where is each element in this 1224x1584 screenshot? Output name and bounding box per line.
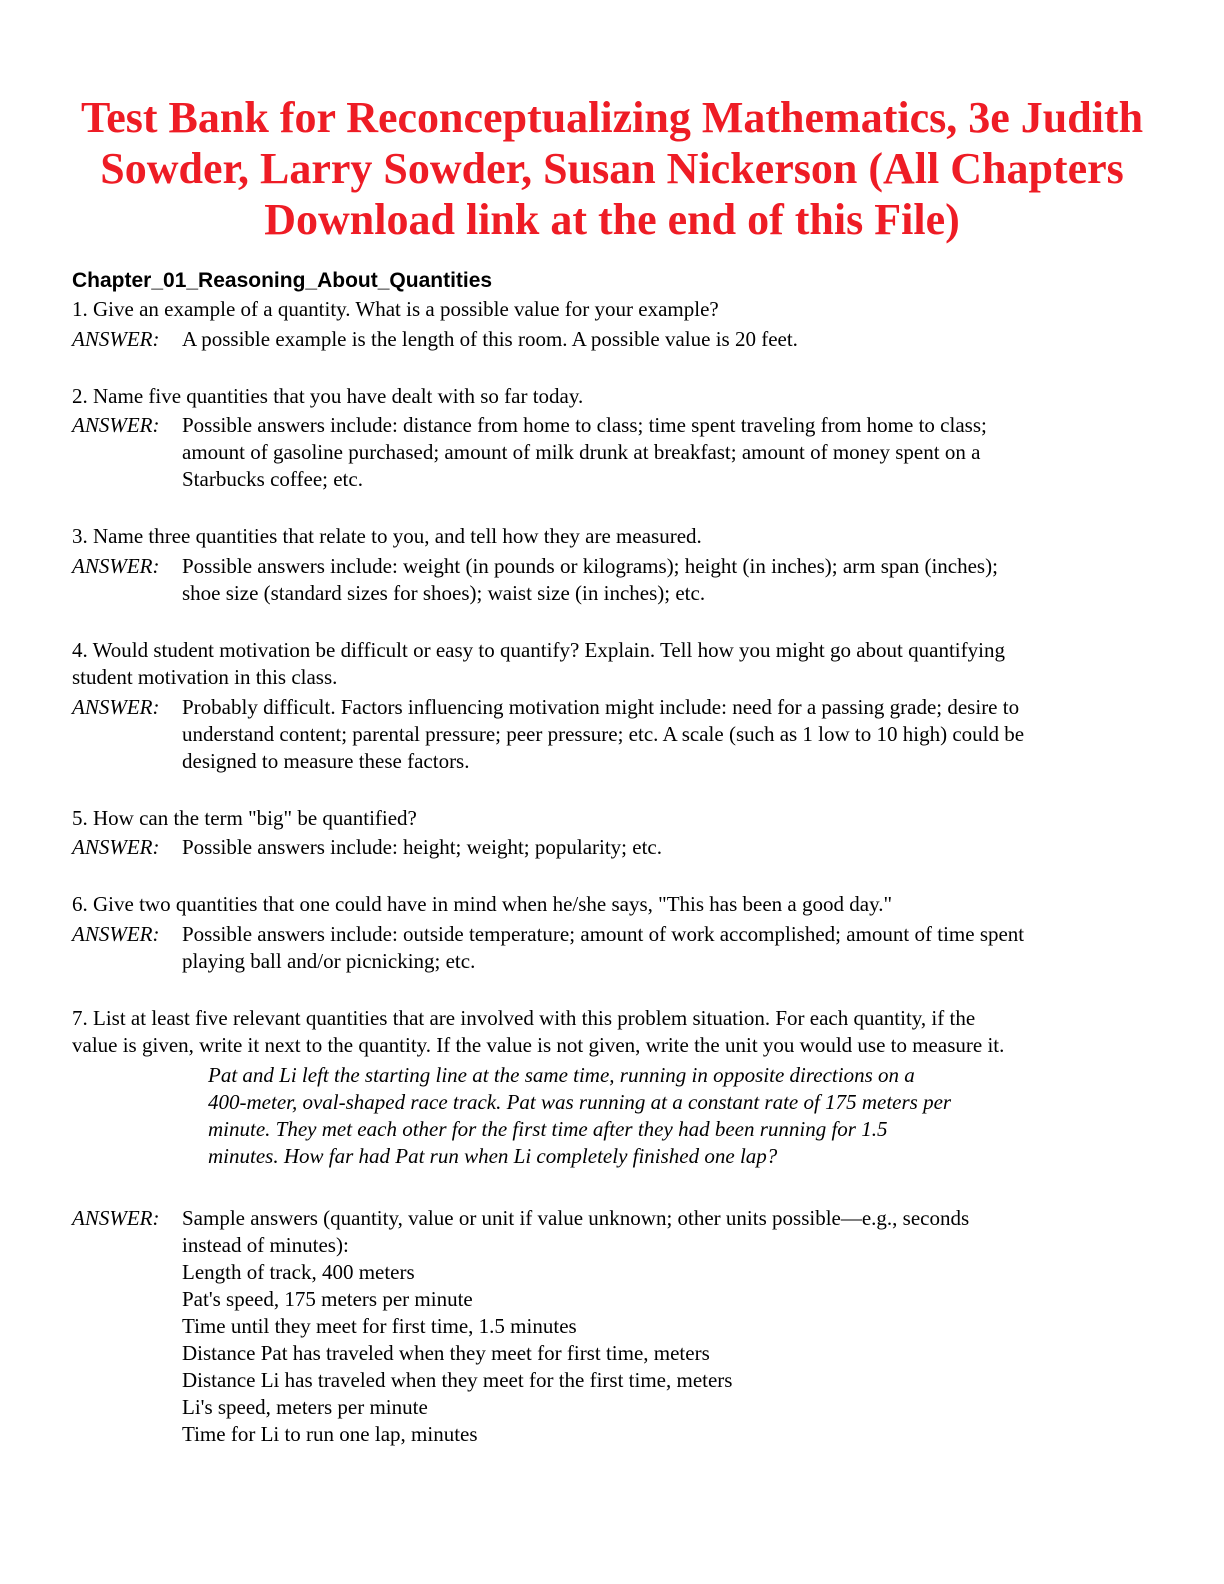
scenario-line: minute. They met each other for the first time after they had been running for 1.5 xyxy=(208,1117,888,1141)
answer-line: Possible answers include: outside temperature; amount of work accomplished; amount of time spent xyxy=(182,922,1025,946)
question-line: 1. Give an example of a quantity. What is a possible value for your example? xyxy=(72,297,719,321)
answer-text xyxy=(182,553,1152,607)
answer-line: shoe size (standard sizes for shoes); waist size (in inches); etc. xyxy=(182,581,706,605)
answer-label: ANSWER: xyxy=(72,327,160,351)
answer-line: Li's speed, meters per minute xyxy=(182,1395,428,1419)
question-line: value is given, write it next to the quantity. If the value is not given, write the unit you would use to measure it. xyxy=(72,1033,1005,1057)
answer-label: ANSWER: xyxy=(72,922,160,946)
answer-line: Pat's speed, 175 meters per minute xyxy=(182,1287,473,1311)
scenario-line: 400-meter, oval-shaped race track. Pat was running at a constant rate of 175 meters per xyxy=(208,1090,952,1114)
question-line: 5. How can the term "big" be quantified? xyxy=(72,806,417,830)
answer-text xyxy=(182,412,1152,493)
answer-text xyxy=(182,326,1152,353)
answer-line: playing ball and/or picnicking; etc. xyxy=(182,949,476,973)
answer-line: Distance Pat has traveled when they meet for first time, meters xyxy=(182,1341,710,1365)
answer-line: amount of gasoline purchased; amount of milk drunk at breakfast; amount of money spent on a xyxy=(182,440,981,464)
answer-text xyxy=(182,834,1152,861)
answer-2 xyxy=(72,412,1152,493)
question-7 xyxy=(72,1005,1152,1059)
answer-line: A possible example is the length of this room. A possible value is 20 feet. xyxy=(182,327,798,351)
question-line: 2. Name five quantities that you have dealt with so far today. xyxy=(72,384,584,408)
answer-line: Possible answers include: weight (in pounds or kilograms); height (in inches); arm span (inches); xyxy=(182,554,998,578)
question-line: 3. Name three quantities that relate to you, and tell how they are measured. xyxy=(72,524,702,548)
question-2 xyxy=(72,383,1152,410)
answer-line: designed to measure these factors. xyxy=(182,749,470,773)
answer-3 xyxy=(72,553,1152,607)
answer-text xyxy=(182,921,1152,975)
answer-line: Probably difficult. Factors influencing motivation might include: need for a passing grade; desire to xyxy=(182,695,1020,719)
answer-line: instead of minutes): xyxy=(182,1233,349,1257)
answer-line: Starbucks coffee; etc. xyxy=(182,467,363,491)
answer-line: Distance Li has traveled when they meet for the first time, meters xyxy=(182,1368,733,1392)
question-line: student motivation in this class. xyxy=(72,665,338,689)
answer-line: Sample answers (quantity, value or unit if value unknown; other units possible—e.g., seconds xyxy=(182,1206,970,1230)
answer-label: ANSWER: xyxy=(72,413,160,437)
answer-1 xyxy=(72,326,1152,353)
answer-5 xyxy=(72,834,1152,861)
question-line: 4. Would student motivation be difficult or easy to quantify? Explain. Tell how you might go about quantifying xyxy=(72,638,1005,662)
answer-6 xyxy=(72,921,1152,975)
answer-line: understand content; parental pressure; peer pressure; etc. A scale (such as 1 low to 10 high) could be xyxy=(182,722,1025,746)
answer-line: Time for Li to run one lap, minutes xyxy=(182,1422,478,1446)
answer-line: Possible answers include: height; weight; popularity; etc. xyxy=(182,835,662,859)
question-3 xyxy=(72,523,1152,550)
document-title xyxy=(60,92,1164,245)
answer-label: ANSWER: xyxy=(72,695,160,719)
answer-text xyxy=(182,694,1152,775)
scenario-line: Pat and Li left the starting line at the same time, running in opposite directions on a xyxy=(208,1063,915,1087)
question-5 xyxy=(72,805,1152,832)
title-line: Test Bank for Reconceptualizing Mathematics, 3e Judith xyxy=(80,93,1144,142)
question-line: 7. List at least five relevant quantities that are involved with this problem situation. For each quantity, if the xyxy=(72,1006,976,1030)
answer-text xyxy=(182,1205,1152,1448)
answer-label: ANSWER: xyxy=(72,835,160,859)
answer-line: Possible answers include: distance from home to class; time spent traveling from home to class; xyxy=(182,413,987,437)
chapter-heading: Chapter_01_Reasoning_About_Quantities xyxy=(72,269,493,292)
question-6 xyxy=(72,891,1152,918)
answer-7 xyxy=(72,1205,1152,1448)
question-4 xyxy=(72,637,1152,691)
answer-label: ANSWER: xyxy=(72,1206,160,1230)
answer-4 xyxy=(72,694,1152,775)
scenario-line: minutes. How far had Pat run when Li completely finished one lap? xyxy=(208,1144,778,1168)
answer-label: ANSWER: xyxy=(72,554,160,578)
title-line: Sowder, Larry Sowder, Susan Nickerson (All Chapters xyxy=(100,144,1124,193)
question-1 xyxy=(72,296,1152,323)
problem-scenario xyxy=(208,1062,1068,1170)
title-line: Download link at the end of this File) xyxy=(264,195,960,244)
answer-line: Time until they meet for first time, 1.5 minutes xyxy=(182,1314,577,1338)
answer-line: Length of track, 400 meters xyxy=(182,1260,415,1284)
question-line: 6. Give two quantities that one could have in mind when he/she says, "This has been a good day." xyxy=(72,892,893,916)
